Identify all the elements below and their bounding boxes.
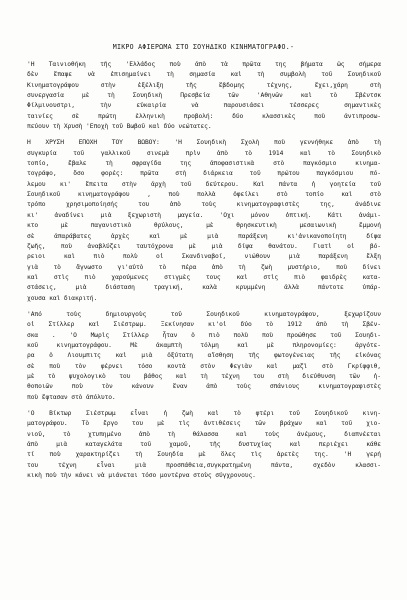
text-line: 'Η Ταινιοθήκη τῆς 'Ελλάδος ποὺ ἀπὸ τὰ πρῶτα της βήματα ὡς σήμερα xyxy=(27,61,381,68)
text-line: κικὴ ποὺ τὴν κάνει νὰ μιάνεται τόσο μοντέρνα στοὺς σύγχρονους. xyxy=(27,472,256,480)
text-line: πεύουν τὴ Χρυσὴ 'Εποχὴ τοῦ Βωβοῦ καὶ δύο νεώτατες. xyxy=(27,123,212,131)
text-line: Κινηματογράφου στὴν ἐξέλιξη τῆς ἕβδομης τέχνης, ἔχει,χάρη στὴ xyxy=(27,81,381,89)
text-line: 'Από τοὺς δημιουργοὺς τοῦ Σουηδικοῦ κινηματογράφου, ξεχωρίζουν xyxy=(27,310,381,318)
text-line: στάσεις, μιὰ διάσταση τραγική, καλὰ κρυμμένη ἀλλὰ πάντοτε ὑπάρ- xyxy=(27,284,381,292)
text-line: ζωῆς, ποὺ ἀναβλύζει ταυτόχρονα μὲ μιὰ δίψα θανάτου. Γιατὶ οἱ βό- xyxy=(27,242,381,250)
text-line: ἀπὸ μιὰ καταγελάτα τοῦ χαμοῦ, τῆς δυστυχίας καὶ περιέχει κάθε xyxy=(27,441,381,449)
paragraph-3 xyxy=(27,310,381,403)
text-line: κοῦ κινηματογράφου. Μὲ ἀκαμπτὴ τόλμη καὶ μὲ πληρονομίες: ἀργότε- xyxy=(27,341,381,349)
text-line: κι' ἀναδίνει μιὰ ξεχωριστὴ μαγεία. 'Οχι μόνον ὀπτική. Κάτι ἀνάμι- xyxy=(27,211,381,219)
document-title: ΜΙΚΡΟ ΑΦΙΕΡΩΜΑ ΣΤΟ ΣΟΥΗΔΙΚΟ ΚΙΝΗΜΑΤΟΓΡΑΦΟ.- xyxy=(112,43,295,51)
text-line: οἱ Στίλλερ καὶ Σιέστρωμ. Ξεκίνησαν κι'οἱ δύο τὸ 1912 ἀπὸ τὴ Σβέν- xyxy=(27,321,381,329)
text-line: σὲ ποὺ τὸν φέρνει τόσο κοντὰ στὸν Φεγιὰν καὶ μαζὶ στὸ Γκρίφφιθ, xyxy=(27,362,381,370)
text-line: του τέχνη εἶναι μιὰ προσπάθεια,συγκρατημένη πάντα, σχεδὸν κλασσι- xyxy=(27,461,381,469)
text-line: σκα . 'Ο Μωρὶς Στίλλερ ἦταν ὁ πιὸ πολὺ ποὺ προώθησε τοῦ Σουηδι- xyxy=(27,331,381,339)
text-line: γιὰ τὸ ἄγνωστο γι'αὐτὸ τὸ πέρα ἀπὸ τὴ ζωὴ μυστήριο, ποὺ δίνει xyxy=(27,263,381,271)
text-line: συνεργασία μὲ τὴ Σουηδικὴ Πρεσβεία τῶν 'Αθηνῶν καὶ τὸ Σβέντσκ xyxy=(27,92,381,100)
text-line: τογράφο, ὅσο φορές: πρῶτα στὴ διάρκεια τοῦ πρώτου παγκόσμιου πό- xyxy=(27,170,381,178)
document-body xyxy=(27,60,381,487)
paragraph-2 xyxy=(27,138,381,304)
text-line: Η ΧΡΥΣΗ ΕΠΟΧΗ ΤΟΥ ΒΩΒΟΥ: 'Η Σουηδικὴ Σχολὴ ποὺ γεννήθηκε ἀπὸ τὴ xyxy=(27,139,381,147)
paragraph-4 xyxy=(27,409,381,481)
text-line: τί ποὺ χαρακτηρίζει τὴ Σουηδία μὲ ὅλες τὶς ἀρετὲς της. 'Η γερή xyxy=(27,451,381,459)
text-line: χουσα καὶ διακριτή. xyxy=(27,294,98,302)
text-line: ρειοι καὶ πιὸ πολὺ οἱ Σκανδιναβοί, νιώθουν μιὰ παράξενη ἕλξη xyxy=(27,253,381,261)
text-line: σὲ ἀπαράβατες ἀρχὲς καὶ μὲ μιὰ παράξενη κι'ἀνικανοποίητη δίψα xyxy=(27,232,381,240)
text-line: συγκυρία τοῦ γαλλικοῦ σινεμὰ πρὶν ἀπὸ τὸ 1914 καὶ τὸ Σουηδικὸ xyxy=(27,149,381,157)
text-line: καὶ στὶς πιὸ χαρούμενες στιγμὲς τους καὶ στὶς πιὸ φαιδρὲς κατα- xyxy=(27,273,381,281)
text-line: ποὺ ἔφτασαν στὸ ἀπόλυτο. xyxy=(27,393,116,401)
text-line: λεμου κι' ἔπειτα στὴν ἀρχὴ τοῦ δεύτερου. Καὶ πάντα ἡ γοητεία τοῦ xyxy=(27,180,381,188)
text-line: ρα ὁ Λιουμπιτς καὶ μιὰ ὀξύτατη αἴσθηση τῆς φωτογένειας τῆς εἰκόνας xyxy=(27,352,381,360)
paragraph-1 xyxy=(27,60,381,132)
text-line: δὲν ἔπαψε νὰ ἐπισημαίνει τὴ σημασία καὶ τὴ συμβολὴ τοῦ Σουηδικοῦ xyxy=(27,71,381,79)
text-line: τοπίο, ἔβαλε τὴ σφραγίδα της ἀποφασιστικὰ στὸ παγκόσμιο κινημα- xyxy=(27,160,381,168)
text-line: θοποιῶν ποὺ τὸν κάνουν ἕναν ἀπὸ τοὺς σπάνιους κινηματογραφιστὲς xyxy=(27,383,381,391)
text-line: 'Ο Βίκτωρ Σιέστρωμ εἶναι ἡ ζωὴ καὶ τὸ φτέρι τοῦ Σουηδικοῦ κινη- xyxy=(27,410,381,417)
text-line: μὲ τὸ ψυχολογικὸ του βάθος καὶ τὴ τέχνη του στὴ διεύθυνση τῶν ἠ- xyxy=(27,372,381,380)
text-line: νιοῦ, τὸ χτυπημένο ἀπὸ τὴ θάλασσα καὶ τοὺς ἀνέμους, διαπνέεται xyxy=(27,430,381,438)
text-line: Φίλμινουστρι, τὴν εὐκαιρία νὰ παρουσιάσει τέσσερες σημαντικὲς xyxy=(27,102,381,110)
text-line: ματογράφου. Τὸ ἔργο του μὲ τὶς ἀντιθέσεις τῶν βράχων καὶ τοῦ χιο- xyxy=(27,420,381,428)
text-line: κτο μὲ παγανιστικὸ θρύλους, μὲ θρησκευτικὴ μεσαιωνικὴ ἔμμονή xyxy=(27,222,381,230)
text-line: τρόπο χρησιμοποίησής του ἀπὸ τοὺς κινηματογραφιστὲς της, ἀνάδινε xyxy=(27,201,381,209)
text-line: ταινίες σὲ πρώτη ἑλληνικὴ προβολή: δύο κλασσικὲς ποὺ ἀντιπροσω- xyxy=(27,112,381,120)
text-line: Σουηδικοῦ κινηματογράφου , ποὺ πολλὰ ὀφείλει στὸ τοπίο καὶ στὸ xyxy=(27,191,381,199)
